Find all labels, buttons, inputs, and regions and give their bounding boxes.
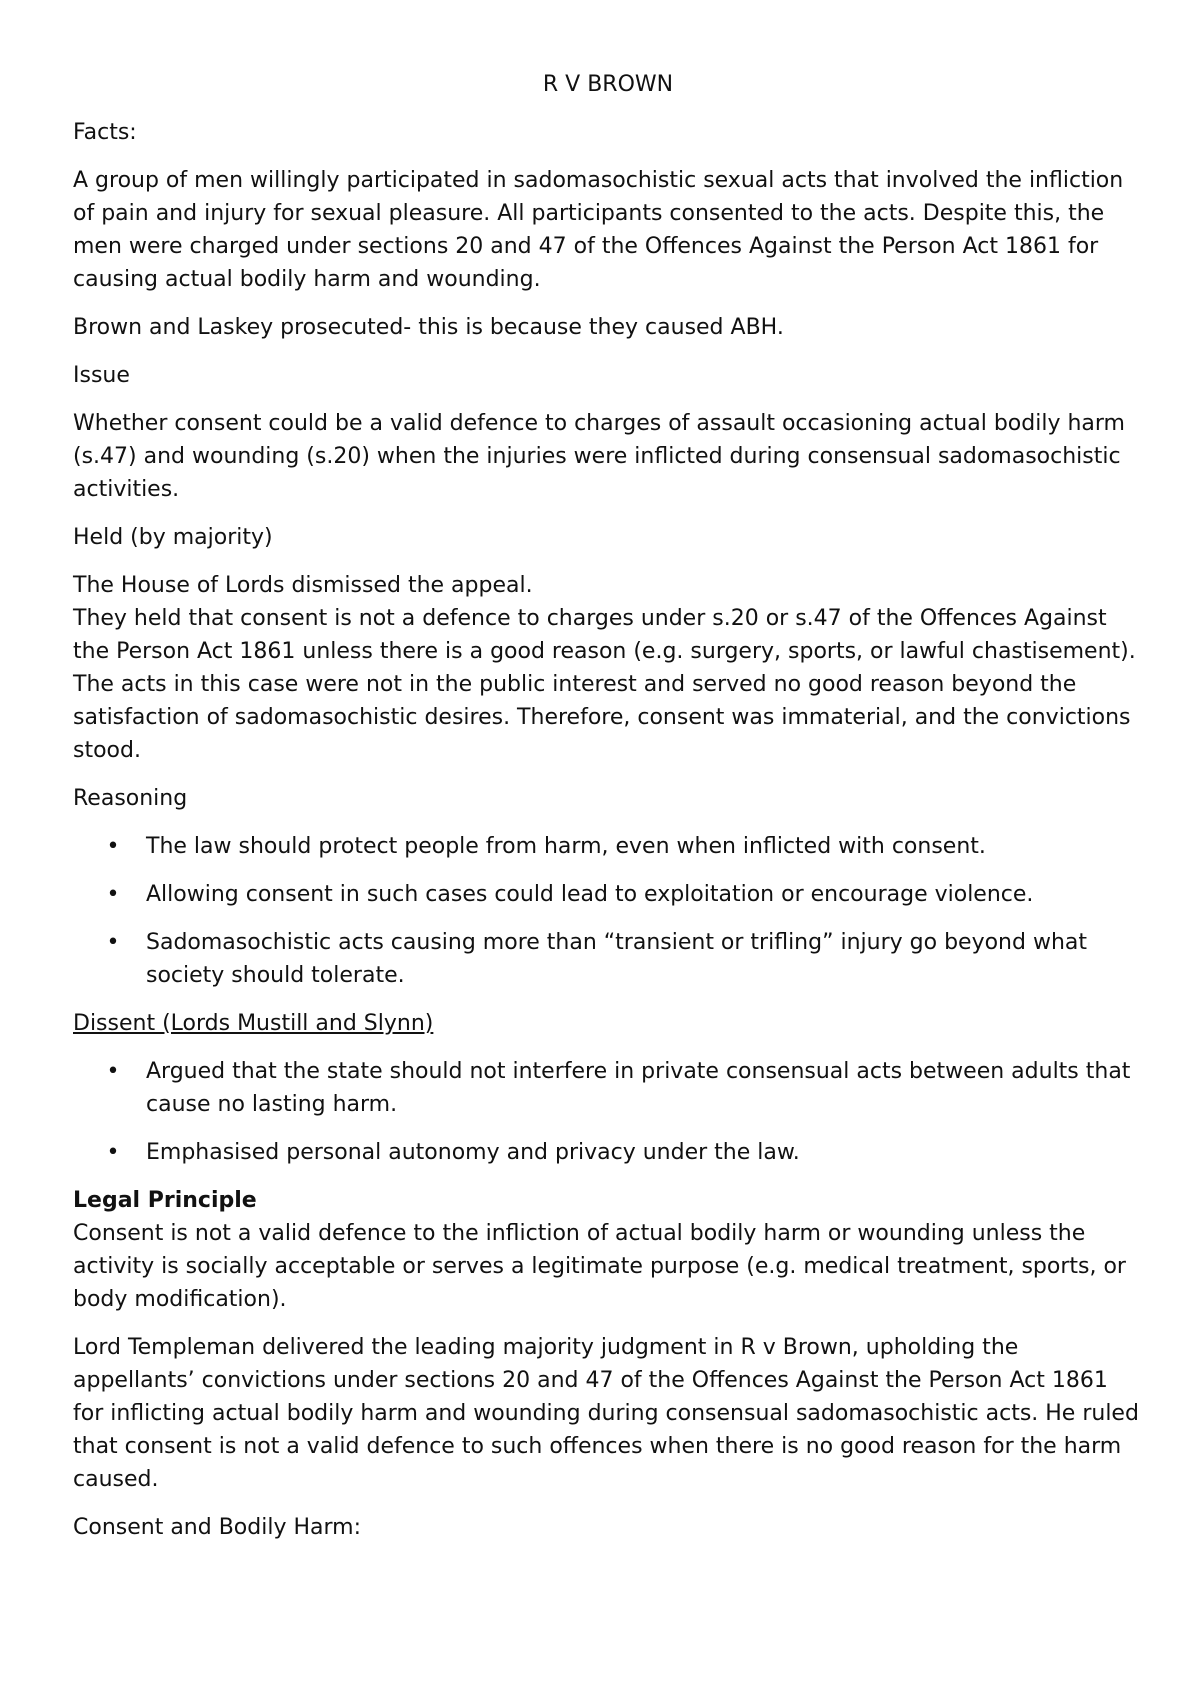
held-heading: Held (by majority) [73,525,273,550]
facts-text: A group of men willingly participated in sadomasochistic sexual acts that involved the infliction of pain and injury for sexual pleasure. All participants consented to the acts. Despite this, the men were charged under sections 20 and 47 of the Offences Against the Person Act 1861 for causing actual bodily harm and wounding. [73,168,1124,292]
bullet-icon: • [106,882,120,907]
list-item [73,926,1143,992]
dissent-list [73,1055,1143,1169]
bullet-icon: • [106,1059,120,1084]
prosecution-text: Brown and Laskey prosecuted- this is because they caused ABH. [73,315,784,340]
document-page [73,68,1143,1559]
reasoning-item-text: Allowing consent in such cases could lead to exploitation or encourage violence. [146,882,1034,907]
bullet-icon: • [106,1140,120,1165]
bullet-icon: • [106,930,120,955]
issue-heading: Issue [73,363,130,388]
facts-heading: Facts: [73,120,137,145]
held-line-1: The House of Lords dismissed the appeal. [73,573,533,598]
issue-text: Whether consent could be a valid defence to charges of assault occasioning actual bodily harm (s.47) and wounding (s.20) when the injuries were inflicted during consensual sadomasochistic activities. [73,411,1125,502]
held-line-2: They held that consent is not a defence to charges under s.20 or s.47 of the Offences Against the Person Act 1861 unless there is a good reason (e.g. surgery, sports, or lawful chastisement). The acts in this case were not in the public interest and served no good reason beyond the satisfaction of sadomasochistic desires. Therefore, consent was immaterial, and the convictions stood. [73,606,1136,763]
list-item [73,878,1143,911]
templeman-text: Lord Templeman delivered the leading majority judgment in R v Brown, upholding the appellants’ convictions under sections 20 and 47 of the Offences Against the Person Act 1861 for inflicting actual bodily harm and wounding during consensual sadomasochistic acts. He ruled that consent is not a valid defence to such offences when there is no good reason for the harm caused. [73,1335,1139,1492]
list-item [73,1136,1143,1169]
principle-heading: Legal Principle [73,1188,257,1213]
consent-heading: Consent and Bodily Harm: [73,1515,361,1540]
principle-text: Consent is not a valid defence to the infliction of actual bodily harm or wounding unless the activity is socially acceptable or serves a legitimate purpose (e.g. medical treatment, sports, or body modification). [73,1221,1126,1312]
reasoning-item-text: Sadomasochistic acts causing more than “transient or trifling” injury go beyond what society should tolerate. [146,930,1087,988]
list-item [73,1055,1143,1121]
dissent-item-text: Emphasised personal autonomy and privacy under the law. [146,1140,800,1165]
reasoning-heading: Reasoning [73,786,188,811]
reasoning-list [73,830,1143,992]
reasoning-item-text: The law should protect people from harm, even when inflicted with consent. [146,834,986,859]
dissent-item-text: Argued that the state should not interfere in private consensual acts between adults that cause no lasting harm. [146,1059,1131,1117]
bullet-icon: • [106,834,120,859]
list-item [73,830,1143,863]
document-title: R V BROWN [542,72,674,97]
dissent-heading: Dissent (Lords Mustill and Slynn) [73,1011,434,1036]
